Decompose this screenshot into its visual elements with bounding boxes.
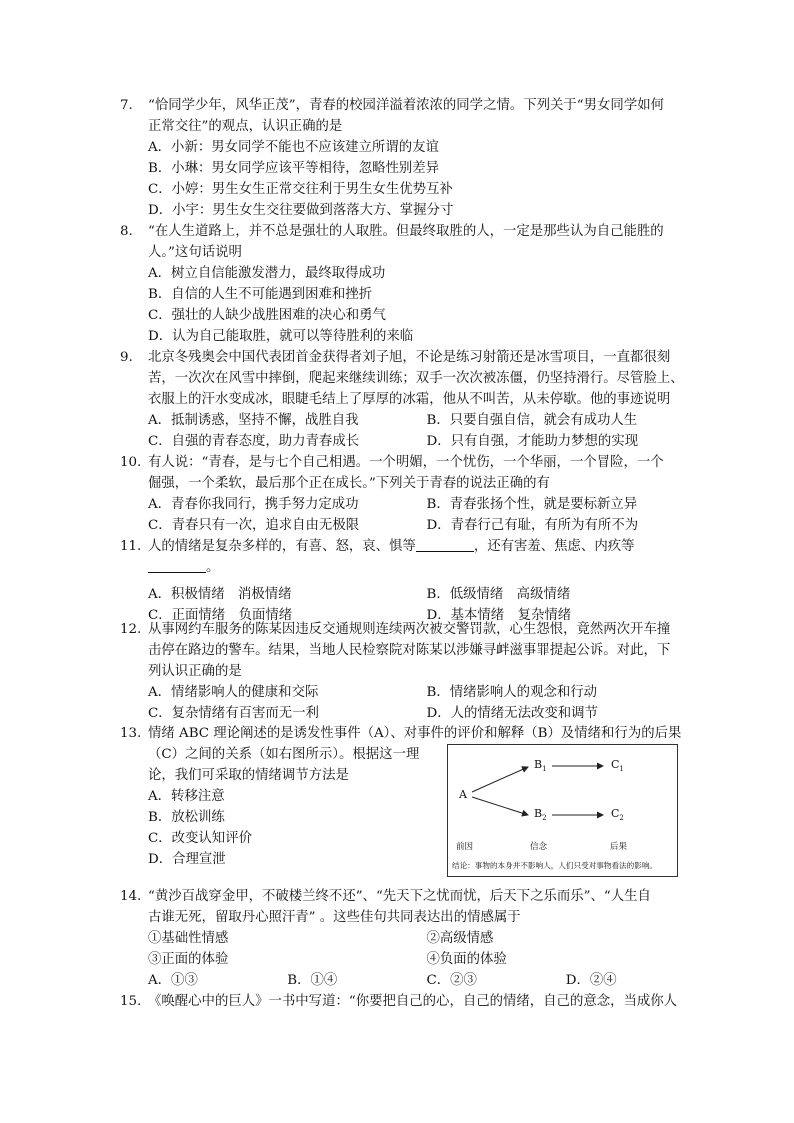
label-cause: 前因: [456, 842, 474, 852]
option-row: [120, 494, 705, 515]
question-number: 11.: [120, 539, 142, 554]
option-d[interactable]: D．青春行己有耻，有所为有所不为: [426, 518, 639, 533]
statement-3: ③正面的体验: [148, 952, 229, 967]
option-b[interactable]: B．情绪影响人的观念和行动: [426, 685, 598, 700]
node-c2: [611, 807, 624, 822]
question-stem: 人。”这句话说明: [148, 245, 242, 260]
label-result: 后果: [610, 842, 628, 852]
statement-row: [120, 949, 705, 970]
question-number: 13.: [120, 726, 142, 741]
diagram-arrows: [448, 745, 679, 878]
fill-blank[interactable]: [148, 558, 206, 573]
question-stem: 有人说：“青春，是与七个自己相遇。一个明媚，一个忧伤，一个华丽，一个冒险，一个: [148, 455, 664, 470]
option-d[interactable]: D．②④: [565, 973, 617, 988]
question-15: [120, 991, 705, 1012]
question-stem: “黄沙百战穿金甲，不破楼兰终不还”、“先天下之忧而忧，后天下之乐而乐”、“人生自: [148, 889, 651, 904]
question-7: [120, 95, 705, 221]
label-belief: 信念: [530, 842, 548, 852]
node-b1-sub: 1: [542, 765, 547, 774]
question-stem: 击停在路边的警车。结果，当地人民检察院对陈某以涉嫌寻衅滋事罪提起公诉。对此，下: [148, 643, 671, 658]
option-row: [120, 515, 705, 536]
question-12: [120, 619, 705, 724]
question-stem: “在人生道路上，并不总是强壮的人取胜。但最终取胜的人，一定是那些认为自己能胜的: [148, 224, 664, 239]
option-b[interactable]: B．小琳：男女同学应该平等相待，忽略性别差异: [148, 161, 440, 176]
question-number: 15.: [120, 994, 142, 1009]
option-row: [120, 703, 705, 724]
option-a[interactable]: A．①③: [148, 973, 198, 988]
question-stem: 正常交往”的观点，认识正确的是: [148, 119, 343, 134]
arrow-a-b1: [472, 767, 528, 792]
node-c1-letter: C: [611, 758, 620, 771]
question-number: 12.: [120, 622, 142, 637]
question-stem: 倔强，一个柔软，最后那个正在成长。”下列关于青春的说法正确的有: [148, 476, 550, 491]
statement-1: ①基础性情感: [148, 931, 229, 946]
statement-2: ②高级情感: [426, 931, 494, 946]
option-row: [120, 431, 705, 452]
option-d[interactable]: D．只有自强，才能助力梦想的实现: [426, 434, 639, 449]
option-c[interactable]: C．复杂情绪有百害而无一利: [148, 706, 319, 721]
question-stem: 人的情绪是复杂多样的，有喜、怒，哀、惧等: [148, 539, 416, 554]
question-10: [120, 452, 705, 536]
node-c2-sub: 2: [619, 814, 624, 823]
question-stem: 列认识正确的是: [148, 664, 242, 679]
option-b[interactable]: B．只要自强自信，就会有成功人生: [426, 413, 638, 428]
node-a: A: [459, 788, 467, 801]
statement-4: ④负面的体验: [426, 952, 507, 967]
option-c[interactable]: C．改变认知评价: [148, 831, 252, 846]
question-stem: 情绪 ABC 理论阐述的是诱发性事件（A）、对事件的评价和解释（B）及情绪和行为的后果: [148, 726, 682, 741]
option-a[interactable]: A．树立自信能激发潜力，最终取得成功: [148, 266, 386, 281]
option-c[interactable]: C．强壮的人缺少战胜困难的决心和勇气: [148, 308, 386, 323]
option-b[interactable]: B．①④: [287, 973, 338, 988]
option-d[interactable]: D．人的情绪无法改变和调节: [426, 706, 598, 721]
question-number: 9.: [120, 350, 133, 365]
option-b[interactable]: B．青春张扬个性，就是要标新立异: [426, 497, 638, 512]
node-c1-sub: 1: [619, 765, 624, 774]
question-number: 14.: [120, 889, 142, 904]
question-11: [120, 536, 705, 626]
question-number: 10.: [120, 455, 142, 470]
option-a[interactable]: A．转移注意: [148, 789, 225, 804]
option-a[interactable]: A．青春你我同行，携手努力定成功: [148, 497, 359, 512]
option-row: [120, 682, 705, 703]
question-stem: （C）之间的关系（如右图所示）。根据这一理: [148, 747, 420, 762]
question-stem: 。: [206, 560, 220, 575]
option-d[interactable]: D．认为自己能取胜，就可以等待胜利的来临: [148, 329, 414, 344]
arrow-a-b2: [472, 797, 528, 815]
option-a[interactable]: A．情绪影响人的健康和交际: [148, 685, 319, 700]
option-d[interactable]: D．合理宣泄: [148, 852, 226, 867]
node-c2-letter: C: [611, 807, 620, 820]
option-a[interactable]: A．积极情绪 消极情绪: [148, 587, 292, 602]
question-stem: 苦，一次次在风雪中摔倒，爬起来继续训练；双手一次次被冻僵，仍坚持滑行。尽管脸上、: [148, 371, 684, 386]
diagram-conclusion: 结论：事物的本身并不影响人，人们只受对事物看法的影响。: [452, 861, 658, 870]
question-14: [120, 886, 705, 991]
option-c[interactable]: C．正面情绪 负面情绪: [148, 608, 293, 623]
option-row: [120, 970, 705, 991]
option-c[interactable]: C．青春只有一次，追求自由无极限: [148, 518, 360, 533]
option-d[interactable]: D．小宇：男生女生交往要做到落落大方、掌握分寸: [148, 203, 454, 218]
fill-blank[interactable]: [416, 537, 474, 552]
question-stem: 衣服上的汗水变成冰，眼睫毛结上了厚厚的冰霜，他从不叫苦，从未停歇。他的事迹说明: [148, 392, 671, 407]
question-stem: 古谁无死，留取丹心照汗青” 。这些佳句共同表达出的情感属于: [148, 910, 521, 925]
option-c[interactable]: C．自强的青春态度，助力青春成长: [148, 434, 360, 449]
abc-theory-diagram: [447, 744, 678, 877]
option-a[interactable]: A．抵制诱惑，坚持不懈，战胜自我: [148, 413, 359, 428]
option-b[interactable]: B．放松训练: [148, 810, 225, 825]
node-c1: [611, 758, 624, 773]
question-stem: 《唤醒心中的巨人》一书中写道：“你要把自己的心，自己的情绪，自己的意念，当成你人: [148, 994, 678, 1009]
question-stem: 从事网约车服务的陈某因违反交通规则连续两次被交警罚款，心生怨恨，竟然两次开车撞: [148, 622, 671, 637]
option-a[interactable]: A．小新：男女同学不能也不应该建立所谓的友谊: [148, 140, 439, 155]
node-b2-letter: B: [534, 807, 543, 820]
node-b1: [534, 758, 547, 773]
option-c[interactable]: C．小婷：男生女生正常交往利于男生女生优势互补: [148, 182, 453, 197]
option-b[interactable]: B．自信的人生不可能遇到困难和挫折: [148, 287, 373, 302]
question-stem: “恰同学少年，风华正茂”，青春的校园洋溢着浓浓的同学之情。下列关于“男女同学如何: [148, 98, 664, 113]
option-c[interactable]: C．②③: [426, 973, 477, 988]
question-8: [120, 221, 705, 347]
node-b2: [534, 807, 547, 822]
question-stem: ，还有害羞、焦虑、内疚等: [473, 539, 635, 554]
question-stem: 论，我们可采取的情绪调节方法是: [148, 768, 349, 783]
option-row: [120, 584, 705, 605]
node-b1-letter: B: [534, 758, 543, 771]
option-d[interactable]: D．基本情绪 复杂情绪: [426, 608, 572, 623]
node-b2-sub: 2: [542, 814, 547, 823]
option-row: [120, 410, 705, 431]
question-stem: 北京冬残奥会中国代表团首金获得者刘子旭，不论是练习射箭还是冰雪项目，一直都很刻: [148, 350, 671, 365]
statement-row: [120, 928, 705, 949]
question-number: 7.: [120, 98, 133, 113]
question-9: [120, 347, 705, 452]
question-number: 8.: [120, 224, 133, 239]
option-b[interactable]: B．低级情绪 高级情绪: [426, 587, 571, 602]
